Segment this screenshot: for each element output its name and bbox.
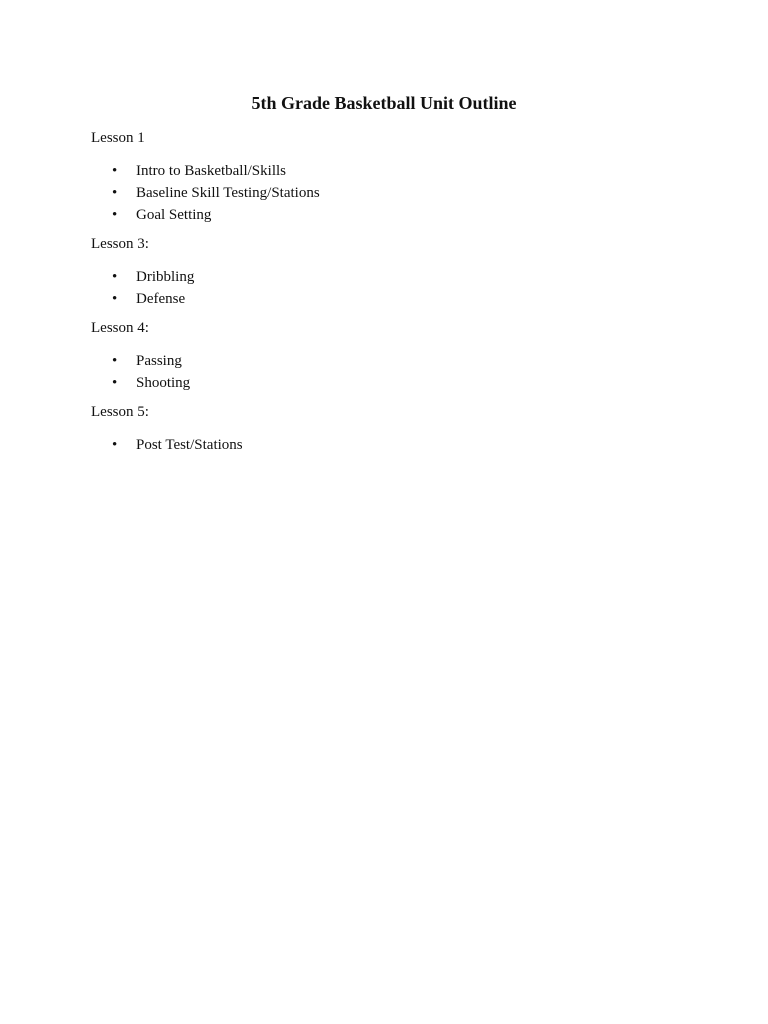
- lesson-item-list: [91, 350, 691, 394]
- lesson-section: [91, 318, 691, 394]
- bullet-icon: •: [112, 437, 118, 453]
- bullet-icon: •: [112, 207, 118, 223]
- list-item-text: Passing: [136, 353, 182, 369]
- bullet-icon: •: [112, 291, 118, 307]
- page-title: 5th Grade Basketball Unit Outline: [251, 93, 517, 113]
- list-item: [91, 434, 691, 456]
- list-item-text: Intro to Basketball/Skills: [136, 163, 286, 179]
- bullet-icon: •: [112, 269, 118, 285]
- lesson-heading: Lesson 4:: [91, 320, 149, 336]
- list-item: [91, 266, 691, 288]
- lesson-heading: Lesson 3:: [91, 236, 149, 252]
- list-item-text: Shooting: [136, 375, 191, 391]
- lesson-section: [91, 402, 691, 456]
- lesson-section: [91, 128, 691, 226]
- list-item: [91, 204, 691, 226]
- bullet-icon: •: [112, 163, 118, 179]
- list-item: [91, 372, 691, 394]
- bullet-icon: •: [112, 353, 118, 369]
- bullet-icon: •: [112, 375, 118, 391]
- list-item-text: Goal Setting: [136, 207, 212, 223]
- list-item: [91, 160, 691, 182]
- lesson-heading: Lesson 1: [91, 130, 145, 146]
- bullet-icon: •: [112, 185, 118, 201]
- list-item: [91, 350, 691, 372]
- list-item-text: Defense: [136, 291, 186, 307]
- list-item-text: Baseline Skill Testing/Stations: [136, 185, 320, 201]
- list-item-text: Dribbling: [136, 269, 195, 285]
- lesson-heading: Lesson 5:: [91, 404, 149, 420]
- lesson-outline: [91, 128, 691, 464]
- lesson-item-list: [91, 266, 691, 310]
- list-item: [91, 182, 691, 204]
- lesson-section: [91, 234, 691, 310]
- lesson-item-list: [91, 160, 691, 226]
- lesson-item-list: [91, 434, 691, 456]
- list-item: [91, 288, 691, 310]
- list-item-text: Post Test/Stations: [136, 437, 243, 453]
